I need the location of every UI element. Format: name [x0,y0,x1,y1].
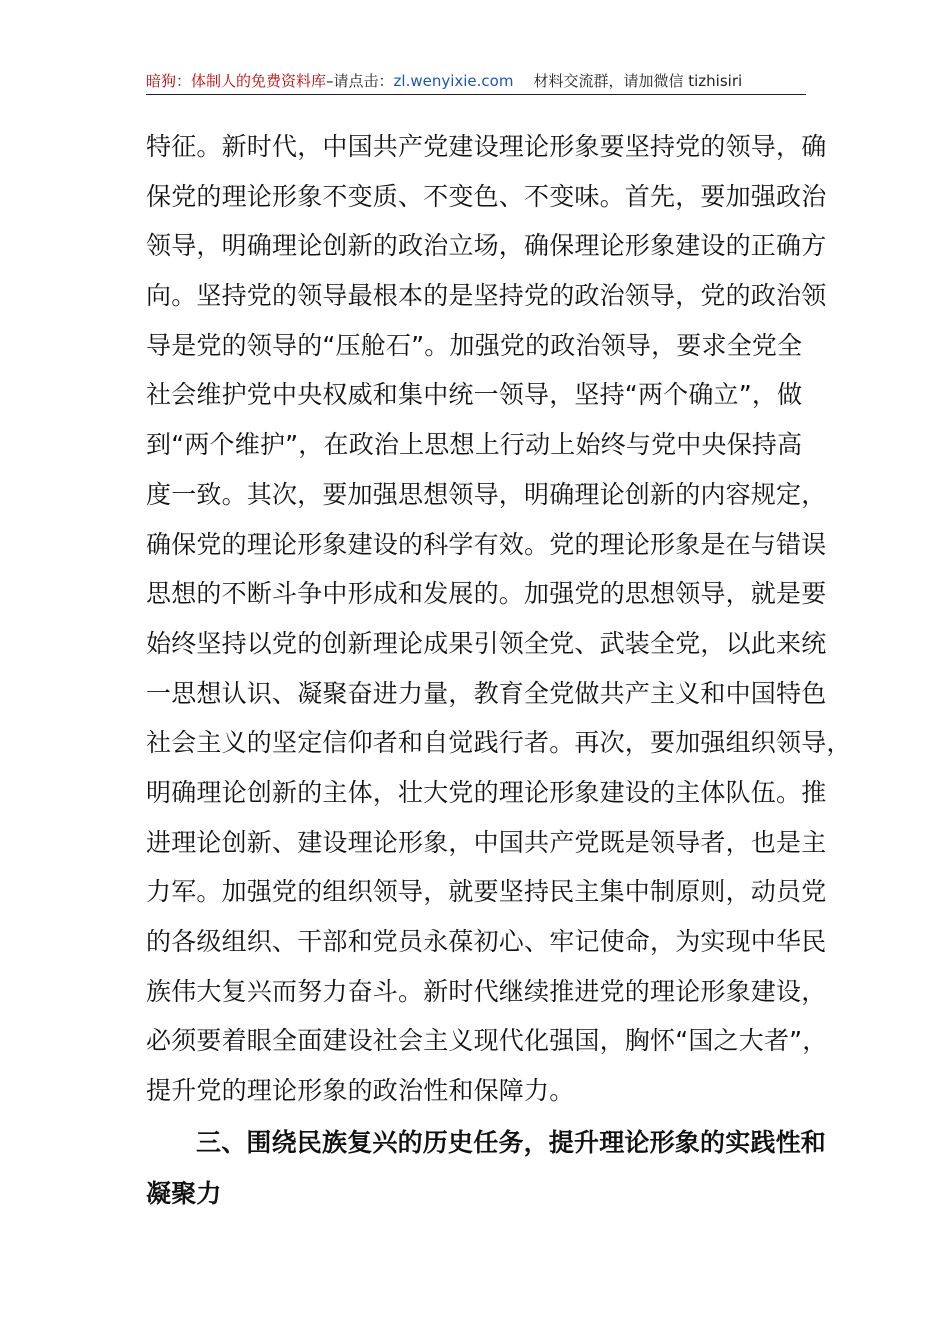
header-prompt: –请点击： [326,72,394,90]
body-line: 进理论创新、建设理论形象，中国共产党既是领导者，也是主 [146,827,827,857]
body-line: 度一致。其次，要加强思想领导，明确理论创新的内容规定， [146,479,827,509]
body-line: 的各级组织、干部和党员永葆初心、牢记使命，为实现中华民 [146,927,827,956]
section-heading [146,1117,827,1219]
body-line: 始终坚持以党的创新理论成果引领全党、武装全党，以此来统 [146,628,827,658]
page-header [146,70,806,95]
header-brand: 暗狗：体制人的免费资料库 [146,72,327,90]
heading-line: 凝聚力 [146,1179,222,1208]
body-line: 必须要着眼全面建设社会主义现代化强国，胸怀“国之大者”， [146,1026,828,1056]
body-line: 保党的理论形象不变质、不变色、不变味。首先，要加强政治 [146,181,827,211]
body-line: 一思想认识、凝聚奋进力量，教育全党做共产主义和中国特色 [146,678,827,708]
body-line: 明确理论创新的主体，壮大党的理论形象建设的主体队伍。推 [146,777,827,807]
header-group-note: 材料交流群，请加微信 tizhisiri [533,72,743,90]
body-line: 特征。新时代，中国共产党建设理论形象要坚持党的领导，确 [146,132,827,161]
header-url-link[interactable]: zl.wenyixie.com [393,72,514,90]
body-line: 领导，明确理论创新的政治立场，确保理论形象建设的正确方 [146,231,827,261]
body-line: 思想的不断斗争中形成和发展的。加强党的思想领导，就是要 [146,579,827,609]
body-line: 社会维护党中央权威和集中统一领导，坚持“两个确立”，做 [146,380,803,410]
body-line: 提升党的理论形象的政治性和保障力。 [146,1076,575,1106]
body-line: 导是党的领导的“压舱石”。加强党的政治领导，要求全党全 [146,330,803,360]
body-line: 到“两个维护”，在政治上思想上行动上始终与党中央保持高 [146,430,803,460]
body-paragraph [146,122,852,1116]
body-line: 社会主义的坚定信仰者和自觉践行者。再次，要加强组织领导， [146,728,852,758]
body-line: 族伟大复兴而努力奋斗。新时代继续推进党的理论形象建设， [146,976,827,1006]
heading-line: 三、围绕民族复兴的历史任务，提升理论形象的实践性和 [196,1128,827,1157]
body-line: 力军。加强党的组织领导，就要坚持民主集中制原则，动员党 [146,877,827,907]
body-line: 确保党的理论形象建设的科学有效。党的理论形象是在与错误 [146,529,827,559]
body-line: 向。坚持党的领导最根本的是坚持党的政治领导，党的政治领 [146,281,827,311]
